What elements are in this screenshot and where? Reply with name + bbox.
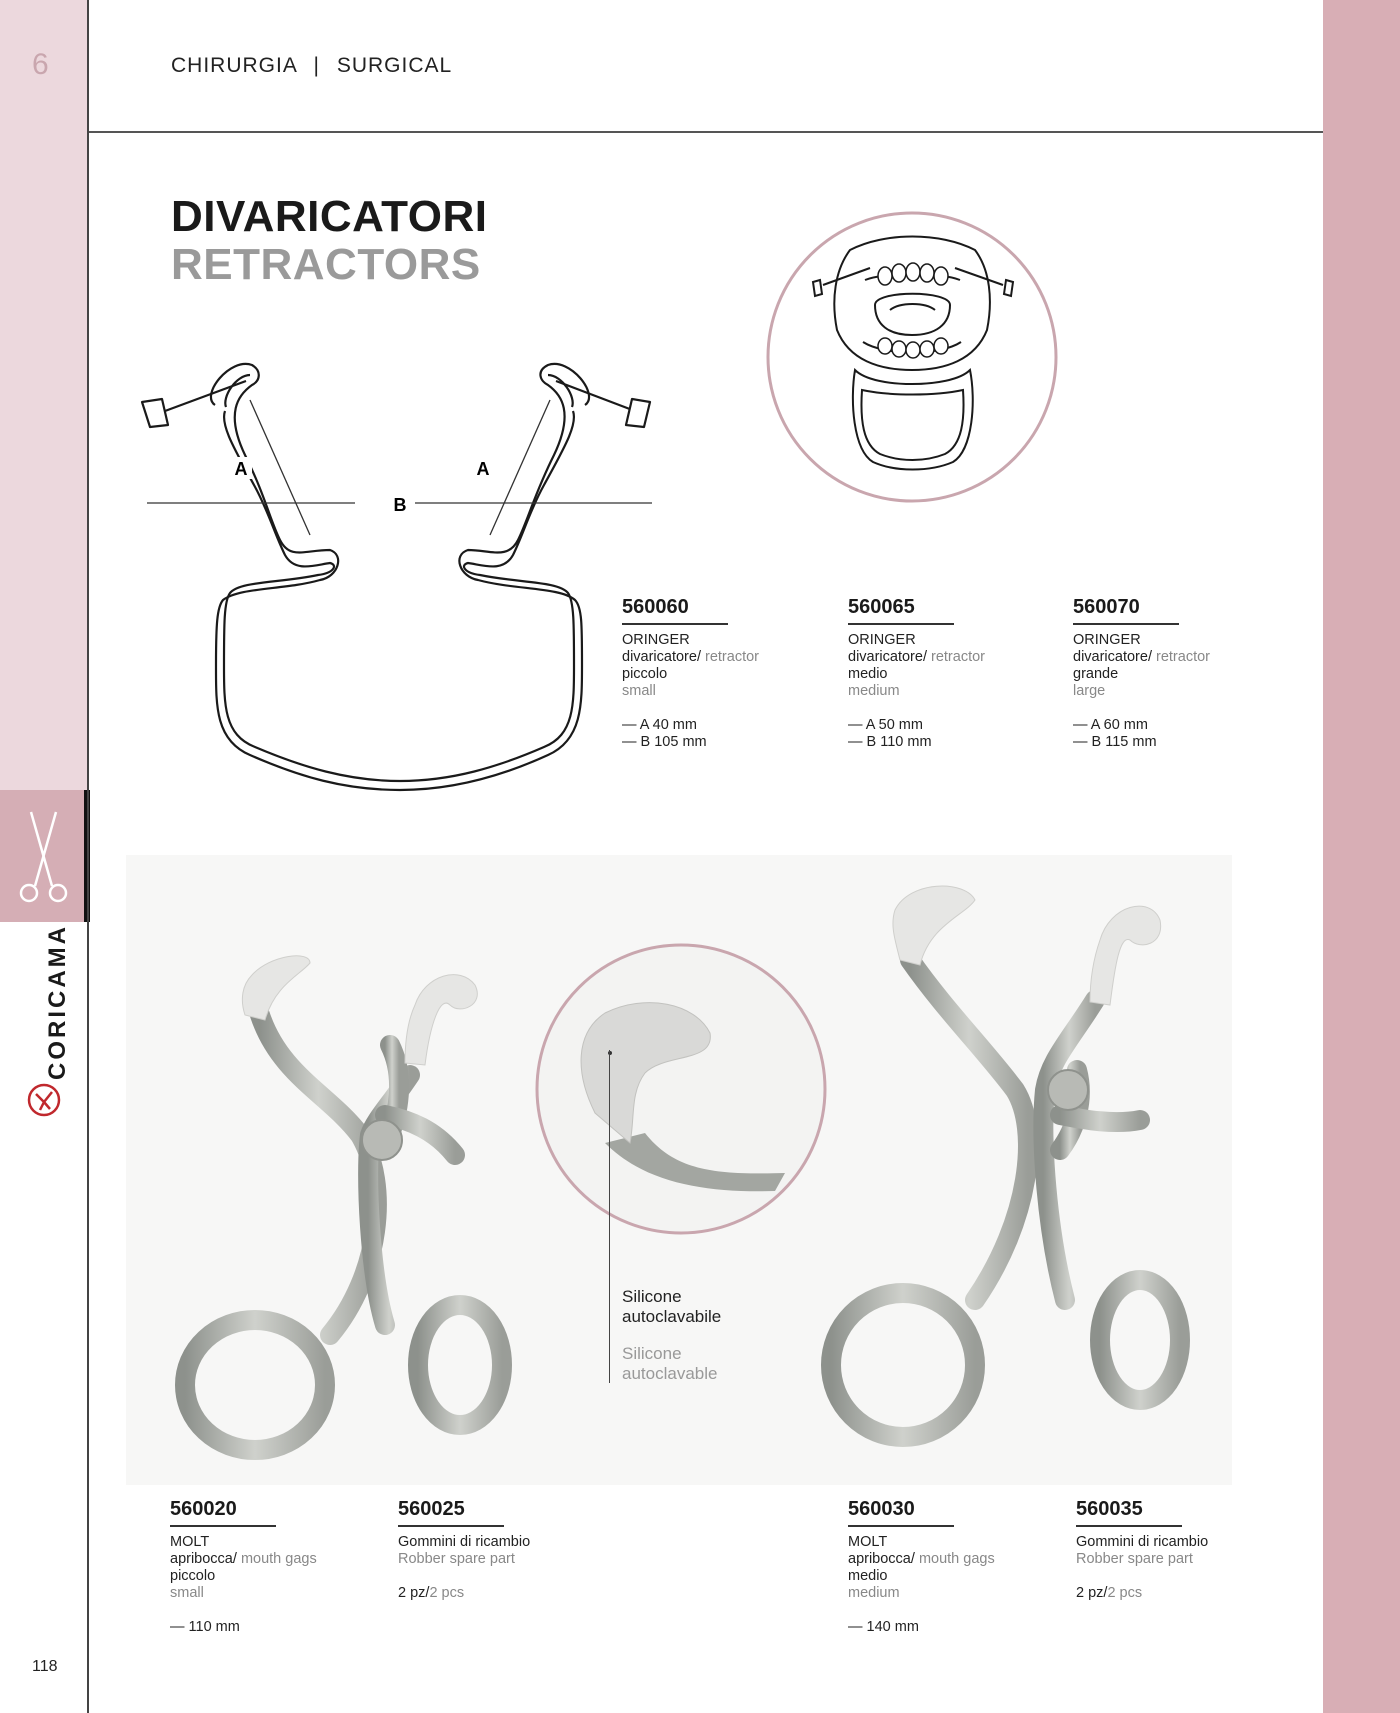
product-code: 560060 bbox=[622, 596, 728, 625]
product-size-it: medio bbox=[848, 666, 888, 682]
dimension-label-a-left: A bbox=[234, 459, 248, 479]
product-dim-a: — A 50 mm bbox=[848, 717, 923, 733]
product-code: 560070 bbox=[1073, 596, 1179, 625]
product-size-it: piccolo bbox=[170, 1568, 216, 1584]
product-560060 bbox=[622, 596, 822, 751]
page-subtitle: RETRACTORS bbox=[171, 240, 481, 289]
mouth-gag-small-image bbox=[160, 945, 520, 1485]
margin-rule bbox=[87, 0, 89, 1713]
product-dim: — 140 mm bbox=[848, 1619, 919, 1635]
header-it: CHIRURGIA bbox=[171, 54, 297, 77]
product-560070 bbox=[1073, 596, 1273, 751]
product-name: ORINGER bbox=[848, 632, 916, 648]
product-qty-en: 2 pcs bbox=[1107, 1585, 1143, 1601]
callout-it-line2: autoclavabile bbox=[622, 1307, 722, 1326]
dimension-label-b: B bbox=[393, 495, 407, 515]
product-560020 bbox=[170, 1498, 370, 1636]
product-name-en: Robber spare part bbox=[1076, 1551, 1193, 1567]
left-margin-band bbox=[0, 0, 87, 790]
silicone-tip-zoom bbox=[535, 943, 827, 1235]
brand-name: CORICAMA bbox=[44, 924, 71, 1080]
product-name: MOLT bbox=[170, 1534, 210, 1550]
retractor-diagram bbox=[130, 345, 670, 845]
callout-en bbox=[622, 1344, 717, 1384]
dimension-label-a-right: A bbox=[476, 459, 490, 479]
product-dim-b: — B 110 mm bbox=[848, 734, 932, 750]
product-560030 bbox=[848, 1498, 1048, 1636]
page-title: DIVARICATORI bbox=[171, 192, 488, 241]
product-dim-b: — B 105 mm bbox=[622, 734, 707, 750]
right-margin-band bbox=[1323, 0, 1400, 1713]
product-size-en: small bbox=[622, 683, 656, 699]
product-type-en: retractor bbox=[931, 649, 986, 665]
product-size-en: medium bbox=[848, 683, 900, 699]
product-code: 560035 bbox=[1076, 1498, 1182, 1527]
product-size-en: large bbox=[1073, 683, 1106, 699]
callout-leader bbox=[609, 1050, 610, 1383]
product-type-en: mouth gags bbox=[918, 1551, 995, 1567]
product-name-it: Gommini di ricambio bbox=[1076, 1534, 1209, 1550]
chapter-number: 6 bbox=[32, 48, 49, 81]
product-code: 560025 bbox=[398, 1498, 504, 1527]
product-code: 560030 bbox=[848, 1498, 954, 1527]
product-size-it: grande bbox=[1073, 666, 1119, 682]
product-dim-b: — B 115 mm bbox=[1073, 734, 1157, 750]
product-dim: — 110 mm bbox=[170, 1619, 240, 1635]
product-name: ORINGER bbox=[1073, 632, 1141, 648]
header-rule bbox=[89, 131, 1323, 133]
product-qty-it: 2 pz/ bbox=[398, 1585, 430, 1601]
callout-it bbox=[622, 1287, 721, 1327]
product-type-it: apribocca/ bbox=[170, 1551, 237, 1567]
header-separator: | bbox=[313, 54, 320, 77]
brand-block bbox=[20, 924, 71, 1130]
product-size-it: piccolo bbox=[622, 666, 668, 682]
product-code: 560065 bbox=[848, 596, 954, 625]
product-type-it: divaricatore/ bbox=[1073, 649, 1152, 665]
mouth-illustration bbox=[765, 210, 1060, 505]
product-dim-a: — A 40 mm bbox=[622, 717, 697, 733]
page-number: 118 bbox=[32, 1658, 58, 1675]
product-qty-en: 2 pcs bbox=[429, 1585, 465, 1601]
product-name: MOLT bbox=[848, 1534, 888, 1550]
product-type-en: retractor bbox=[705, 649, 760, 665]
section-tab bbox=[0, 790, 87, 922]
product-name-en: Robber spare part bbox=[398, 1551, 515, 1567]
section-header bbox=[171, 54, 452, 78]
product-560025 bbox=[398, 1498, 598, 1602]
product-name-it: Gommini di ricambio bbox=[398, 1534, 531, 1550]
product-560065 bbox=[848, 596, 1048, 751]
product-type-en: retractor bbox=[1156, 649, 1211, 665]
product-size-en: small bbox=[170, 1585, 204, 1601]
product-code: 560020 bbox=[170, 1498, 276, 1527]
callout-en-line2: autoclavable bbox=[622, 1364, 718, 1383]
header-en: SURGICAL bbox=[336, 54, 453, 77]
product-dim-a: — A 60 mm bbox=[1073, 717, 1148, 733]
mouth-gag-medium-image bbox=[815, 870, 1205, 1470]
brand-logo-icon bbox=[26, 1082, 62, 1118]
product-560035 bbox=[1076, 1498, 1276, 1602]
product-qty-it: 2 pz/ bbox=[1076, 1585, 1108, 1601]
scissors-icon bbox=[0, 790, 87, 922]
product-size-it: medio bbox=[848, 1568, 888, 1584]
callout-en-line1: Silicone bbox=[622, 1344, 682, 1363]
callout-it-line1: Silicone bbox=[622, 1287, 682, 1306]
product-type-it: divaricatore/ bbox=[848, 649, 927, 665]
product-size-en: medium bbox=[848, 1585, 900, 1601]
product-type-it: apribocca/ bbox=[848, 1551, 915, 1567]
product-name: ORINGER bbox=[622, 632, 690, 648]
product-type-it: divaricatore/ bbox=[622, 649, 701, 665]
product-type-en: mouth gags bbox=[240, 1551, 317, 1567]
